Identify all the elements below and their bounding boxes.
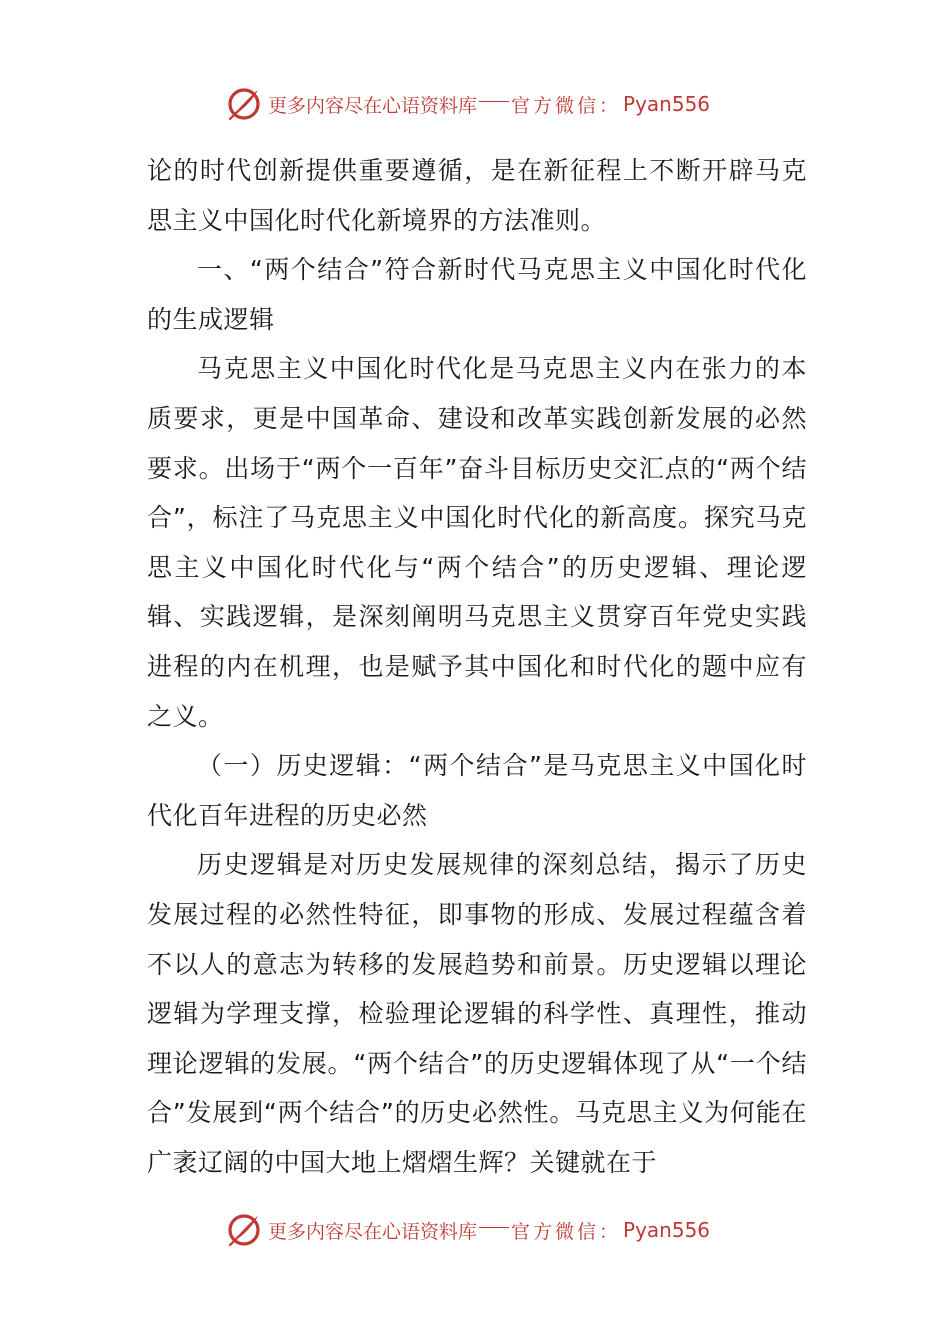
banner-separator <box>479 101 509 102</box>
banner-wechat-label: 官方微信： <box>511 1220 622 1243</box>
footer-banner <box>226 1212 710 1248</box>
banner-wechat-label: 官方微信： <box>511 94 622 117</box>
banner-separator <box>479 1227 509 1228</box>
header-banner <box>226 86 710 122</box>
banner-wechat-id: Pyan556 <box>623 1218 711 1242</box>
banner-site-text: 更多内容尽在心语资料库 <box>268 1220 478 1243</box>
subsection-heading: （一）历史逻辑：“两个结合”是马克思主义中国化时代化百年进程的历史必然 <box>147 751 807 830</box>
body-paragraph: 论的时代创新提供重要遵循，是在新征程上不断开辟马克思主义中国化时代化新境界的方法准则。 <box>147 156 807 235</box>
quill-logo-icon <box>226 1212 262 1248</box>
quill-logo-icon <box>226 86 262 122</box>
banner-wechat-id: Pyan556 <box>623 92 711 116</box>
banner-site-text: 更多内容尽在心语资料库 <box>268 94 478 117</box>
body-paragraph: 历史逻辑是对历史发展规律的深刻总结，揭示了历史发展过程的必然性特征，即事物的形成、发展过程蕴含着不以人的意志为转移的发展趋势和前景。历史逻辑以理论逻辑为学理支撑，检验理论逻辑的科学性、真理性，推动理论逻辑的发展。“两个结合”的历史逻辑体现了从“一个结合”发展到“两个结合”的历史必然性。马克思主义为何能在广袤辽阔的中国大地上熠熠生辉？关键就在于 <box>147 850 807 1177</box>
section-heading: 一、“两个结合”符合新时代马克思主义中国化时代化的生成逻辑 <box>147 255 807 334</box>
document-body <box>147 146 807 1187</box>
body-paragraph: 马克思主义中国化时代化是马克思主义内在张力的本质要求，更是中国革命、建设和改革实践创新发展的必然要求。出场于“两个一百年”奋斗目标历史交汇点的“两个结合”，标注了马克思主义中国化时代化的新高度。探究马克思主义中国化时代化与“两个结合”的历史逻辑、理论逻辑、实践逻辑，是深刻阐明马克思主义贯穿百年党史实践进程的内在机理，也是赋予其中国化和时代化的题中应有之义。 <box>147 354 807 731</box>
